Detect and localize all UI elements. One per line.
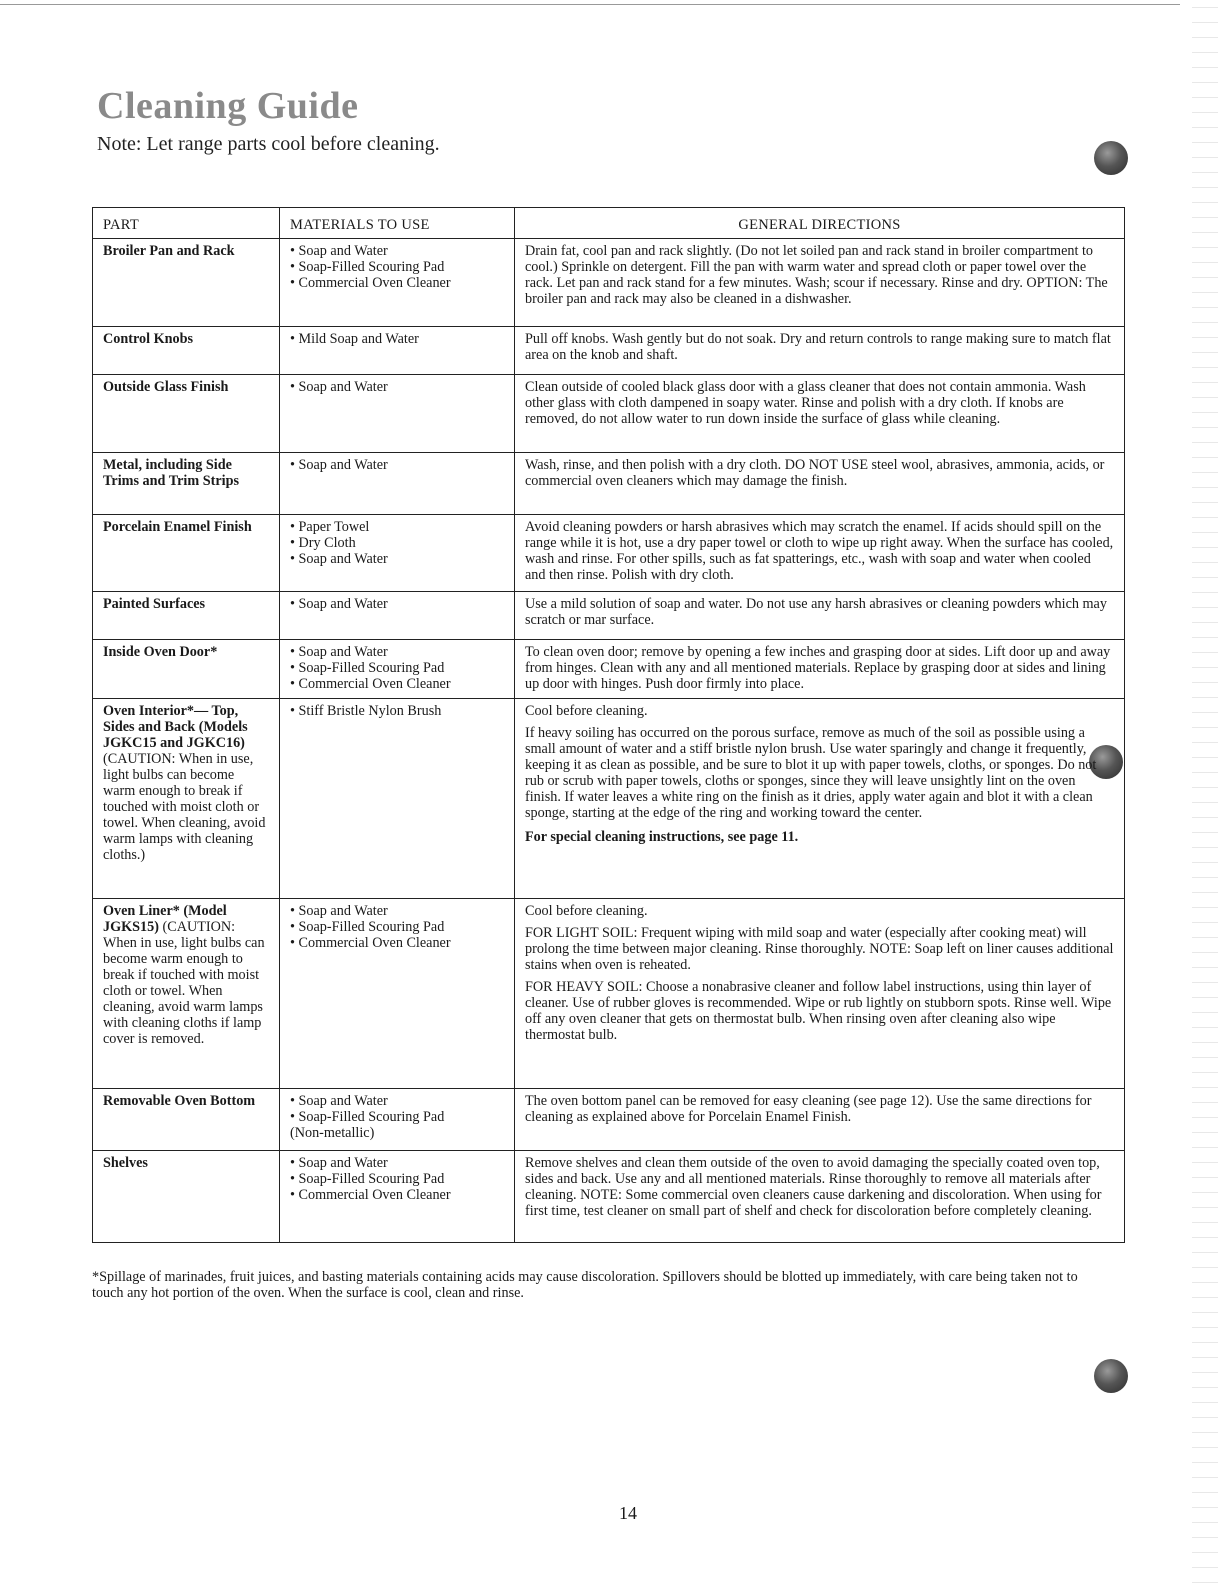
material-item: • Soap and Water <box>290 644 388 660</box>
part-name: Painted Surfaces <box>103 596 206 612</box>
directions-cell <box>515 1151 1125 1243</box>
direction-paragraph: Clean outside of cooled black glass door with a glass cleaner that does not contain ammonia. Wash other glass with cloth dampened in soapy water. Rinse and polish with a dry cloth. If knobs are removed, do not allow water to run down inside the surface of glass while cleaning. <box>525 379 1086 427</box>
special-instructions-reference: For special cleaning instructions, see page 11. <box>525 829 799 845</box>
table-row <box>93 375 1125 453</box>
part-name: Oven Liner* (Model JGKS15) <box>103 903 227 935</box>
direction-paragraph: Cool before cleaning. <box>525 903 648 919</box>
part-cell <box>93 1151 280 1243</box>
materials-cell <box>280 375 515 453</box>
part-name: Inside Oven Door* <box>103 644 218 660</box>
table-row <box>93 453 1125 515</box>
table-row <box>93 239 1125 327</box>
cleaning-note: Note: Let range parts cool before cleaning. <box>97 133 440 155</box>
materials-cell <box>280 453 515 515</box>
direction-paragraph: Drain fat, cool pan and rack slightly. (Do not let soiled pan and rack stand in broiler compartment to cool.) Sprinkle on detergent. Fill the pan with warm water and spread cloth or paper towel over the rack. Let pan and rack stand for a few minutes. Wash; scour if necessary. Rinse and dry. OPTION: The broiler pan and rack may also be cleaned in a dishwasher. <box>525 243 1108 307</box>
table-row <box>93 1151 1125 1243</box>
part-cell <box>93 239 280 327</box>
direction-paragraph: Pull off knobs. Wash gently but do not soak. Dry and return controls to range making sure to match flat area on the knob and shaft. <box>525 331 1111 363</box>
header-materials: MATERIALS TO USE <box>280 208 515 239</box>
direction-paragraph: Use a mild solution of soap and water. Do not use any harsh abrasives or cleaning powders which may scratch or mar surface. <box>525 596 1107 628</box>
part-name: Broiler Pan and Rack <box>103 243 235 259</box>
table-row <box>93 327 1125 375</box>
material-item: • Soap and Water <box>290 379 388 395</box>
part-cell <box>93 1089 280 1151</box>
direction-paragraph: If heavy soiling has occurred on the porous surface, remove as much of the soil as possible using a small amount of water and a stiff bristle nylon brush. Use water sparingly and change it frequently, keeping it as clean as possible, and be sure to blot it up with paper towels, cloths, or sponges. Do not rub or scrub with paper towels, cloths or sponges, since they will leave unsightly lint on the oven finish. If water leaves a white ring on the finish as it dries, apply water again and blot it with a clean sponge, starting at the edge of the ring and working toward the center. <box>525 725 1097 821</box>
material-item: • Soap and Water <box>290 457 388 473</box>
direction-paragraph: Wash, rinse, and then polish with a dry cloth. DO NOT USE steel wool, abrasives, ammonia, acids, or commercial oven cleaners which may damage the finish. <box>525 457 1105 489</box>
part-cell <box>93 515 280 592</box>
directions-cell <box>515 453 1125 515</box>
part-name: Outside Glass Finish <box>103 379 229 395</box>
scan-page-edge <box>1192 0 1218 1584</box>
part-cell <box>93 375 280 453</box>
top-rule <box>0 4 1180 5</box>
directions-cell <box>515 375 1125 453</box>
direction-paragraph: Cool before cleaning. <box>525 703 648 719</box>
direction-paragraph: FOR LIGHT SOIL: Frequent wiping with mild soap and water (especially after cooking meat) will prolong the time between major cleaning. Rinse thoroughly. NOTE: Soap left on liner causes additional stains when oven is reheated. <box>525 925 1114 973</box>
part-name: Shelves <box>103 1155 148 1171</box>
material-item: • Soap-Filled Scouring Pad <box>290 660 445 676</box>
directions-cell <box>515 640 1125 699</box>
part-cell <box>93 699 280 899</box>
part-cell <box>93 899 280 1089</box>
material-item: • Soap and Water <box>290 1093 388 1109</box>
caution-note: (CAUTION: When in use, light bulbs can become warm enough to break if touched with moist cloth or towel. When cleaning, avoid warm lamps with cleaning cloths if lamp cover is removed. <box>103 919 265 1047</box>
caution-note: (CAUTION: When in use, light bulbs can become warm enough to break if touched with moist cloth or towel. When cleaning, avoid warm lamps with cleaning cloths.) <box>103 751 266 863</box>
table-body <box>93 239 1125 1243</box>
part-name: Oven Interior*— Top, Sides and Back (Models JGKC15 and JGKC16) <box>103 703 248 751</box>
material-item: • Soap-Filled Scouring Pad <box>290 1171 445 1187</box>
material-item: • Soap-Filled Scouring Pad <box>290 919 445 935</box>
materials-cell <box>280 239 515 327</box>
cleaning-guide-table <box>92 207 1125 1243</box>
material-item: • Commercial Oven Cleaner <box>290 275 451 291</box>
material-item: • Mild Soap and Water <box>290 331 419 347</box>
material-item: • Soap and Water <box>290 551 388 567</box>
material-item: • Soap-Filled Scouring Pad <box>290 259 445 275</box>
part-name: Porcelain Enamel Finish <box>103 519 252 535</box>
part-name: Metal, including Side Trims and Trim Strips <box>103 457 239 489</box>
part-name: Control Knobs <box>103 331 194 347</box>
direction-paragraph: Remove shelves and clean them outside of the oven to avoid damaging the specially coated oven top, sides and back. Use any and all mentioned materials. Rinse thoroughly to remove all materials after cleaning. NOTE: Some commercial oven cleaners cause darkening and discoloration. When using for first time, test cleaner on small part of shelf and check for discoloration before completely cleaning. <box>525 1155 1102 1219</box>
direction-paragraph: FOR HEAVY SOIL: Choose a nonabrasive cleaner and follow label instructions, using thin layer of cleaner. Use of rubber gloves is recommended. Wipe or rub lightly on stubborn spots. Rinse well. Wipe off any oven cleaner that gets on thermostat bulb. When rinsing oven after cleaning also wipe thermostat bulb. <box>525 979 1112 1043</box>
material-item: • Soap and Water <box>290 903 388 919</box>
materials-cell <box>280 515 515 592</box>
header-part: PART <box>93 208 280 239</box>
page-title: Cleaning Guide <box>97 85 359 127</box>
material-item: • Dry Cloth <box>290 535 356 551</box>
directions-cell <box>515 515 1125 592</box>
materials-cell <box>280 899 515 1089</box>
part-cell <box>93 453 280 515</box>
part-name: Removable Oven Bottom <box>103 1093 256 1109</box>
materials-cell <box>280 640 515 699</box>
part-cell <box>93 640 280 699</box>
material-item: (Non-metallic) <box>290 1125 375 1141</box>
material-item: • Soap and Water <box>290 1155 388 1171</box>
material-item: • Soap and Water <box>290 243 388 259</box>
direction-paragraph: The oven bottom panel can be removed for easy cleaning (see page 12). Use the same directions for cleaning as explained above for Porcelain Enamel Finish. <box>525 1093 1092 1125</box>
materials-cell <box>280 592 515 640</box>
header-directions: GENERAL DIRECTIONS <box>515 208 1125 239</box>
table-row <box>93 699 1125 899</box>
table-row <box>93 640 1125 699</box>
table-row <box>93 592 1125 640</box>
table-row <box>93 1089 1125 1151</box>
directions-cell <box>515 239 1125 327</box>
materials-cell <box>280 1089 515 1151</box>
binder-hole-icon <box>1094 1359 1128 1393</box>
material-item: • Paper Towel <box>290 519 370 535</box>
material-item: • Stiff Bristle Nylon Brush <box>290 703 442 719</box>
material-item: • Commercial Oven Cleaner <box>290 1187 451 1203</box>
part-cell <box>93 327 280 375</box>
binder-hole-icon <box>1094 141 1128 175</box>
direction-paragraph: To clean oven door; remove by opening a few inches and grasping door at sides. Lift door up and away from hinges. Clean with any and all mentioned materials. Replace by grasping door at sides and lining up door with hinges. Push door firmly into place. <box>525 644 1111 692</box>
footnote: *Spillage of marinades, fruit juices, and basting materials containing acids may cause discoloration. Spillovers should be blotted up immediately, with care being taken not to touch any hot portion of the oven. When the surface is cool, clean and rinse. <box>92 1269 1078 1301</box>
materials-cell <box>280 1151 515 1243</box>
directions-cell <box>515 327 1125 375</box>
page-number: 14 <box>619 1503 637 1523</box>
material-item: • Soap-Filled Scouring Pad <box>290 1109 445 1125</box>
material-item: • Commercial Oven Cleaner <box>290 676 451 692</box>
part-cell <box>93 592 280 640</box>
directions-cell <box>515 592 1125 640</box>
materials-cell <box>280 699 515 899</box>
material-item: • Soap and Water <box>290 596 388 612</box>
materials-cell <box>280 327 515 375</box>
directions-cell <box>515 699 1125 899</box>
directions-cell <box>515 1089 1125 1151</box>
table-header-row <box>93 208 1125 239</box>
direction-paragraph: Avoid cleaning powders or harsh abrasives which may scratch the enamel. If acids should spill on the range while it is hot, use a dry paper towel or cloth to wipe up right away. When the surface has cooled, wash and rinse. For other spills, such as fat spatterings, etc., wash with soap and water when cooled and then rinse. Polish with dry cloth. <box>525 519 1114 583</box>
material-item: • Commercial Oven Cleaner <box>290 935 451 951</box>
directions-cell <box>515 899 1125 1089</box>
table-row <box>93 515 1125 592</box>
table-row <box>93 899 1125 1089</box>
